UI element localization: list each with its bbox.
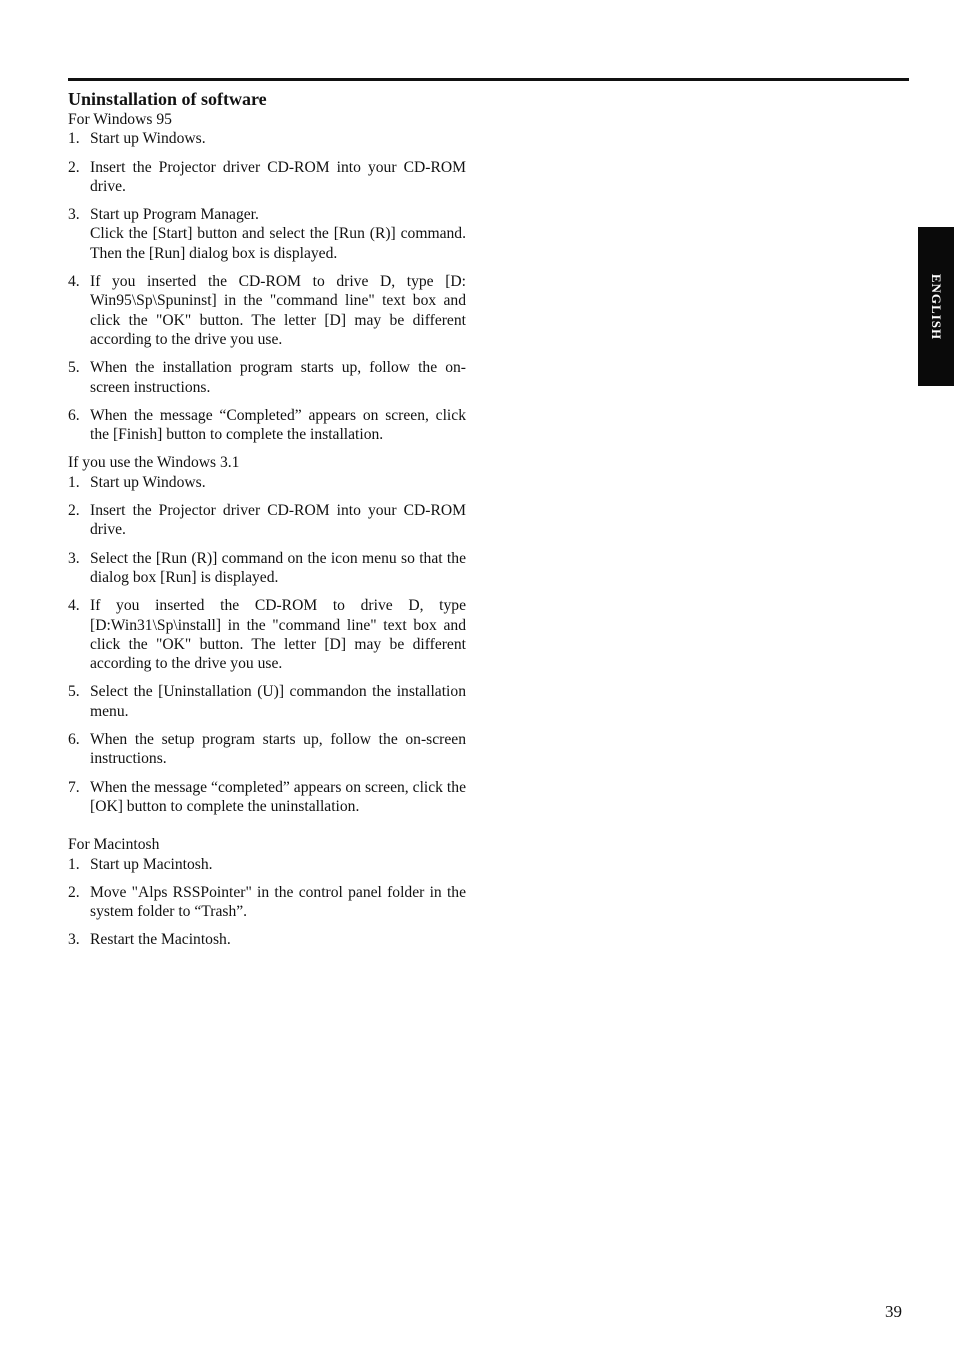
step-number: 5. xyxy=(68,359,80,377)
page-number: 39 xyxy=(885,1302,902,1321)
step-text: Start up Program Manager. xyxy=(90,206,259,224)
step-text: Select the [Uninstallation (U)] commandon the installation menu. xyxy=(90,683,466,720)
step-number: 7. xyxy=(68,778,80,796)
language-tab xyxy=(918,227,954,386)
macintosh-intro: For Macintosh xyxy=(68,836,160,854)
list-item xyxy=(68,549,466,588)
step-number: 6. xyxy=(68,406,80,424)
list-item xyxy=(68,205,466,263)
list-item xyxy=(68,596,466,673)
step-number: 4. xyxy=(68,273,80,291)
step-text: Insert the Projector driver CD-ROM into your CD-ROM drive. xyxy=(90,502,466,539)
win95-steps xyxy=(68,129,466,444)
win31-intro: If you use the Windows 3.1 xyxy=(68,454,240,472)
step-text: Restart the Macintosh. xyxy=(90,931,231,949)
list-item xyxy=(68,730,466,769)
step-number: 1. xyxy=(68,855,80,873)
list-item xyxy=(68,358,466,397)
step-text: Move "Alps RSSPointer" in the control panel folder in the system folder to “Trash”. xyxy=(90,883,466,921)
win31-section xyxy=(68,453,466,816)
step-text: Start up Windows. xyxy=(90,473,206,491)
list-item xyxy=(68,158,466,197)
step-number: 2. xyxy=(68,158,80,176)
step-number: 5. xyxy=(68,683,80,701)
step-number: 3. xyxy=(68,206,80,224)
step-text: When the message “Completed” appears on screen, click the [Finish] button to complete the installation. xyxy=(90,406,466,444)
step-number: 3. xyxy=(68,931,80,949)
list-item xyxy=(68,778,466,817)
macintosh-section xyxy=(68,835,466,949)
list-item xyxy=(68,406,466,445)
step-text: When the installation program starts up, follow the on-screen instructions. xyxy=(90,359,466,396)
section-heading: Uninstallation of software xyxy=(68,89,267,109)
step-text: If you inserted the CD-ROM to drive D, type [D:Win31\Sp\install] in the "command line" text box and click the "OK" button. The letter [D] may be different according to the drive you use. xyxy=(90,597,466,673)
step-text: If you inserted the CD-ROM to drive D, type [D: Win95\Sp\Spuninst] in the "command line" text box and click the "OK" button. The letter [D] may be different according to the drive you use. xyxy=(90,273,466,348)
win95-intro: For Windows 95 xyxy=(68,111,172,128)
step-text: When the message “completed” appears on screen, click the [OK] button to complete the uninstallation. xyxy=(90,778,466,815)
list-item xyxy=(68,272,466,349)
list-item xyxy=(68,501,466,540)
language-tab-label: ENGLISH xyxy=(929,273,944,340)
step-text: Select the [Run (R)] command on the icon menu so that the dialog box [Run] is displayed. xyxy=(90,549,466,586)
list-item xyxy=(68,682,466,721)
main-content xyxy=(68,88,466,950)
step-text: Start up Macintosh. xyxy=(90,855,213,873)
step-number: 6. xyxy=(68,731,80,749)
step-number: 2. xyxy=(68,502,80,520)
list-item xyxy=(68,855,466,874)
step-text: Start up Windows. xyxy=(90,130,206,148)
win95-section xyxy=(68,110,466,444)
top-rule xyxy=(68,78,909,81)
list-item xyxy=(68,129,466,148)
list-item xyxy=(68,930,466,949)
step-number: 2. xyxy=(68,883,80,901)
step-number: 1. xyxy=(68,473,80,491)
step-number: 1. xyxy=(68,130,80,148)
step-text: Insert the Projector driver CD-ROM into your CD-ROM drive. xyxy=(90,158,466,195)
step-number: 4. xyxy=(68,597,80,615)
step-text: When the setup program starts up, follow the on-screen instructions. xyxy=(90,731,466,768)
win31-steps xyxy=(68,473,466,816)
step-text: Click the [Start] button and select the [Run (R)] command. Then the [Run] dialog box is displayed. xyxy=(90,225,466,262)
list-item xyxy=(68,883,466,922)
step-number: 3. xyxy=(68,549,80,567)
list-item xyxy=(68,473,466,492)
macintosh-steps xyxy=(68,855,466,950)
